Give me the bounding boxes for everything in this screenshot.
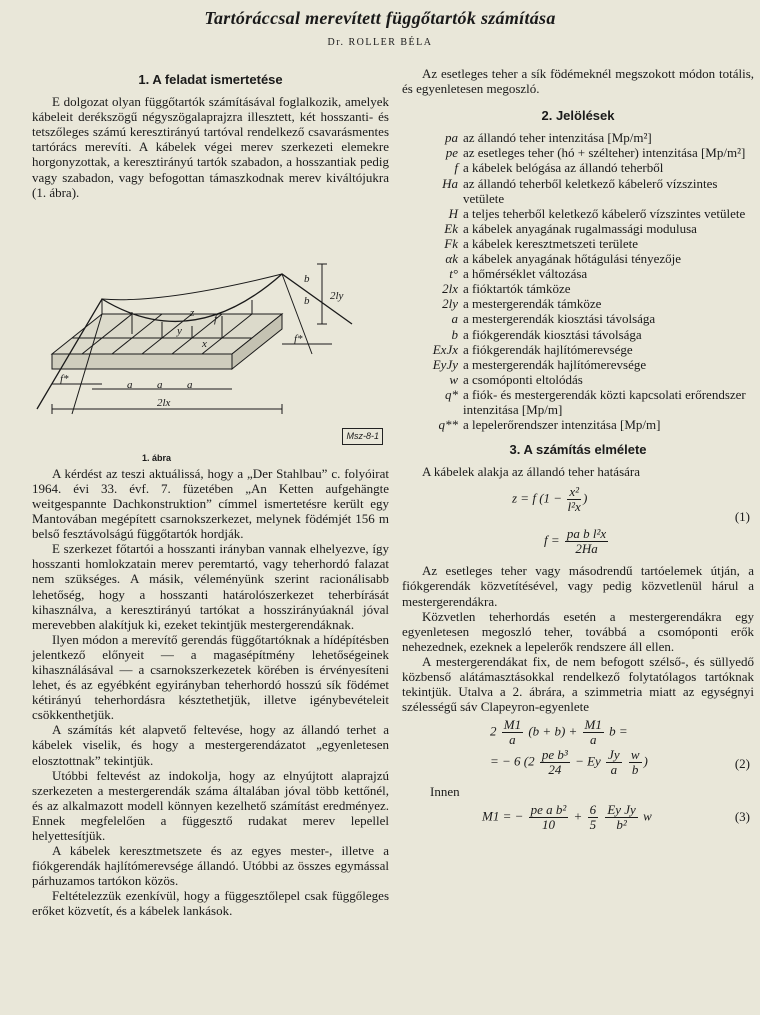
notation-description: az esetleges teher (hó + szélteher) intenzitása [Mp/m²] xyxy=(463,145,746,161)
section-1-paragraph-5: A számítás két alapvető feltevése, hogy az állandó terhet a kábelek viselik, és hogy a mestergerendázatot „egyenletesen elosztottnak” tekintjük. xyxy=(32,722,389,768)
eq2-a-c: a xyxy=(610,762,618,778)
notation-item xyxy=(402,206,754,221)
notation-symbol: pa xyxy=(445,130,458,146)
equation-3 xyxy=(402,799,754,835)
fig-label-2lx: 2lx xyxy=(157,396,171,409)
eq2-pe: pe b³ xyxy=(541,747,568,763)
section-1-paragraph-2: A kérdést az teszi aktuálissá, hogy a „Der Stahlbau” c. folyóirat 1964. évi 33. évf. 7. füzetében „An Ketten aufgehängte weitgespannte Dachkonstruktion” címmel ismertetésre került egy Mantovában megépített csarnokszerkezet, melynek födémjét 156 m belső fesztávolságú függőtartók hordják. xyxy=(32,465,389,542)
paper-title: Tartóráccsal merevített függőtartók számítása xyxy=(204,8,556,28)
notation-description: a fiók- és mestergerendák közti kapcsolati erőrendszer intenzitása [Mp/m] xyxy=(463,386,746,417)
notation-description: a mestergerendák hajlítómerevsége xyxy=(463,356,647,372)
notation-item xyxy=(402,327,754,342)
eq2-m1-a: M1 xyxy=(503,717,522,733)
eq3-den3: b² xyxy=(616,817,627,833)
notation-item xyxy=(402,417,754,432)
notation-symbol: Ek xyxy=(444,220,458,236)
notation-symbol: q** xyxy=(438,417,458,433)
section-1-paragraph-6: Utóbbi feltevést az indokolja, hogy az elnyújtott alaprajzú szerkezeten a mestergerendák száma általában jóval több kettőnél, és az alkalmazott modell könnyen kezelhető számítást eredményez. Ennek megfelelően a függesztő rudakat merev lepellel helyettesítjük. xyxy=(32,767,389,843)
notation-symbol: pe xyxy=(445,145,458,161)
notation-item xyxy=(402,145,754,160)
notation-item xyxy=(402,387,754,417)
eq3-num3: Ey Jy xyxy=(607,802,636,818)
notation-description: a kábelek anyagának rugalmassági modulusa xyxy=(463,220,697,236)
notation-symbol: Ha xyxy=(442,175,458,191)
section-1-heading: 1. A feladat ismertetése xyxy=(138,72,283,87)
notation-symbol: Fk xyxy=(444,235,458,251)
figure-1 xyxy=(32,204,389,466)
notation-symbol: f xyxy=(454,160,458,176)
notation-item xyxy=(402,236,754,251)
fig-label-z: z xyxy=(190,306,195,319)
notation-item xyxy=(402,251,754,266)
notation-item xyxy=(402,266,754,281)
section-3-paragraph-2: Közvetlen teherhordás esetén a mestergerendákra egy egyenletesen megoszló teher, továbbá a csomóponti erők nehezednek, ezeknek a lepelerők rendszere áll ellen. xyxy=(402,608,754,654)
eq2-b: b xyxy=(631,762,639,778)
notation-symbol: 2ly xyxy=(442,296,458,312)
notation-item xyxy=(402,130,754,145)
notation-item xyxy=(402,176,754,206)
notation-item xyxy=(402,357,754,372)
notation-symbol: b xyxy=(451,326,458,342)
eq2-mid: − Ey xyxy=(575,753,601,769)
eq2-24: 24 xyxy=(548,762,562,778)
fig-label-x: x xyxy=(202,337,207,350)
section-2-heading: 2. Jelölések xyxy=(541,108,615,124)
fig-label-a3: a xyxy=(187,378,193,391)
notation-description: a kábelek anyagának hőtágulási tényezője xyxy=(463,251,682,267)
notation-symbol: w xyxy=(449,371,458,387)
notation-symbol: αk xyxy=(445,251,458,267)
notation-symbol: a xyxy=(451,311,458,327)
notation-item xyxy=(402,296,754,311)
eq3-den1: 10 xyxy=(541,817,555,833)
eq3-w: w xyxy=(643,808,652,824)
eq2-a-b: a xyxy=(589,732,597,748)
notation-item xyxy=(402,160,754,175)
figure-1-drawing xyxy=(32,204,389,449)
notation-description: a lepelerőrendszer intenzitása [Mp/m] xyxy=(463,417,661,433)
eq2-number: (2) xyxy=(734,756,750,772)
notation-description: a csomóponti eltolódás xyxy=(463,371,583,387)
eq2-line1: (b + b) + xyxy=(528,723,578,739)
fig-label-y: y xyxy=(177,324,182,337)
eq3-lhs: M1 = − xyxy=(482,808,524,824)
equation-1: z = f (1 − $\frac{\text{x²}}{\text{l²x}}$ ) (1) f = $\frac{\text{pa b l²x}}{2Ha}$ xyxy=(512,484,750,557)
notation-item xyxy=(402,342,754,357)
notation-symbol: 2lx xyxy=(442,281,458,297)
eq3-plus: + xyxy=(573,808,583,824)
section-3-paragraph-3: A mestergerendákat fix, de nem befogott szélső-, és süllyedő közbenső alátámasztásokkal rendelkező folytatólagos tartóknak tekintjük. Utalva a 2. ábrára, a szimmetria miatt az egységnyi szélességű sáv Clapeyron-egyenlete xyxy=(402,653,754,715)
eq1-num: x² xyxy=(569,484,579,500)
eq1b-num: pa b l²x xyxy=(566,526,607,542)
fig-label-b2: b xyxy=(304,294,310,307)
paper-author: Dr. ROLLER BÉLA xyxy=(327,37,433,48)
notation-symbol: t° xyxy=(449,266,458,282)
notation-symbol: EyJy xyxy=(432,356,458,372)
fig-label-fstar-right: f* xyxy=(294,332,303,345)
notation-description: a mestergerendák kiosztási távolsága xyxy=(463,311,656,327)
fig-label-b1: b xyxy=(304,272,310,285)
notation-list xyxy=(402,130,754,432)
section-1-paragraph-3: E szerkezet főtartói a hosszanti irányban vannak elhelyezve, így hosszanti homlokzatain merev peremtartó, vagy teherhordó falazat nem szükséges. A másik, véleményünk szerint racionálisabb lehetőség, hogy a hosszanti határolószerkezet teherbírását kihasználva, a keresztirányú tartókat a hosszirányúaknál jóval merevebben alakítjuk ki, ezeket tekintjük mestergerendáknak. xyxy=(32,541,389,632)
eq2-line2a: = − 6 xyxy=(490,753,521,769)
left-column xyxy=(32,66,389,919)
notation-description: a fióktartók támköze xyxy=(463,281,571,297)
notation-symbol: H xyxy=(448,205,458,221)
notation-description: a kábelek belógása az állandó teherből xyxy=(463,160,664,176)
notation-item xyxy=(402,311,754,326)
eq1b-den: 2Ha xyxy=(575,541,598,557)
notation-symbol: ExJx xyxy=(432,341,458,357)
figure-1-code: Msz-8-1 xyxy=(342,428,383,445)
section-1-paragraph-8: Feltételezzük ezenkívül, hogy a függesztőlepel csak függőleges erőket közvetít, és a kábelek lankások. xyxy=(32,888,389,919)
notation-item xyxy=(402,281,754,296)
eq3-den2: 5 xyxy=(589,817,597,833)
section-1-paragraph-1: E dolgozat olyan függőtartók számításával foglalkozik, amelyek kábeleit derékszögű négyszögalaprajzra illesztett, két hosszanti- és tetszőleges számú keresztirányú tartóval rendelkező csavarásmentes tartórács merevíti. A kábelek végei merev szerkezeti elemekre horgonyzottak, a keresztirányú tartók szabadon, a hosszantiak pedig vagy szabadon, vagy befogottan támaszkodnak merev kiváltójukra (1. ábra). xyxy=(32,94,389,200)
section-1-paragraph-4: Ilyen módon a merevítő gerendás függőtartóknak a hídépítésben jelentkező előnyeit — a magasépítmény lehetőségeinek kihasználásával — a csarnokszerkezetek körében is érvényesíteni lehet, és az egyébként egyirányban teherhordó hosszú sík födémet kétirányú teherhordásra késztethetjük, illetve igénybevételeit csökkenthetjük. xyxy=(32,631,389,723)
notation-description: a mestergerendák támköze xyxy=(463,296,602,312)
eq1-lhs: z = f xyxy=(512,490,536,506)
notation-description: a hőmérséklet változása xyxy=(463,266,588,282)
notation-item xyxy=(402,372,754,387)
eq1-number: (1) xyxy=(734,509,750,525)
notation-description: az állandó teherből keletkező kábelerő vízszintes vetülete xyxy=(463,175,718,206)
notation-description: a teljes teherből keletkező kábelerő vízszintes vetülete xyxy=(463,205,746,221)
notation-symbol: q* xyxy=(445,386,458,402)
right-column xyxy=(402,66,754,835)
fig-label-2ly: 2ly xyxy=(330,289,344,302)
eq3-num1: pe a b² xyxy=(530,802,567,818)
figure-1-caption: 1. ábra xyxy=(142,452,172,463)
right-top-paragraph: Az esetleges teher a sík födémeknél megszokott módon totális, és egyenletesen megoszló. xyxy=(402,66,754,97)
notation-description: az állandó teher intenzitása [Mp/m²] xyxy=(463,130,652,146)
eq1b-lhs: f = xyxy=(544,532,560,548)
notation-description: a fiókgerendák kiosztási távolsága xyxy=(463,326,642,342)
section-3-intro: A kábelek alakja az állandó teher hatására xyxy=(422,464,640,480)
eq2-line1-end: b = xyxy=(609,723,628,739)
eq2-w: w xyxy=(630,747,640,763)
notation-description: a fiókgerendák hajlítómerevsége xyxy=(463,341,633,357)
fig-label-fstar-left: f* xyxy=(60,372,69,385)
section-3-heading: 3. A számítás elmélete xyxy=(509,442,647,458)
eq2-a-a: a xyxy=(509,732,516,748)
fig-label-a2: a xyxy=(157,378,163,391)
fig-label-f: f xyxy=(214,312,218,325)
fig-label-a1: a xyxy=(127,378,133,391)
eq1-den: l²x xyxy=(567,499,581,515)
eq2-jy: Jy xyxy=(608,747,620,763)
innen-text: Innen xyxy=(430,784,460,800)
section-1-paragraph-7: A kábelek keresztmetszete és az egyes mester-, illetve a fiókgerendák hajlítómerevsége állandó. Utóbbi az összes egymással párhuzamos tartókon közös. xyxy=(32,843,389,889)
notation-item xyxy=(402,221,754,236)
notation-description: a kábelek keresztmetszeti területe xyxy=(463,235,639,251)
eq1-inner: 1 − xyxy=(543,490,563,506)
section-3-paragraph-1: Az esetleges teher vagy másodrendű tartóelemek útján, a fiókgerendák közvetítésével, vagy pedig közvetlenül hárul a mestergerendákra. xyxy=(402,563,754,609)
eq2-m1-b: M1 xyxy=(584,717,602,733)
eq3-num2: 6 xyxy=(589,802,597,818)
eq3-number: (3) xyxy=(734,809,750,825)
equation-2: 2 $\frac{M1}{a}$ (b + b) + $\frac{M1}{a}$ b = = − 6 (2 $\frac{\text{pe b³}}{24}$ − Ey $\frac{Jy}{a}$ $\frac{w}{b}$ ) (2) xyxy=(490,717,750,778)
